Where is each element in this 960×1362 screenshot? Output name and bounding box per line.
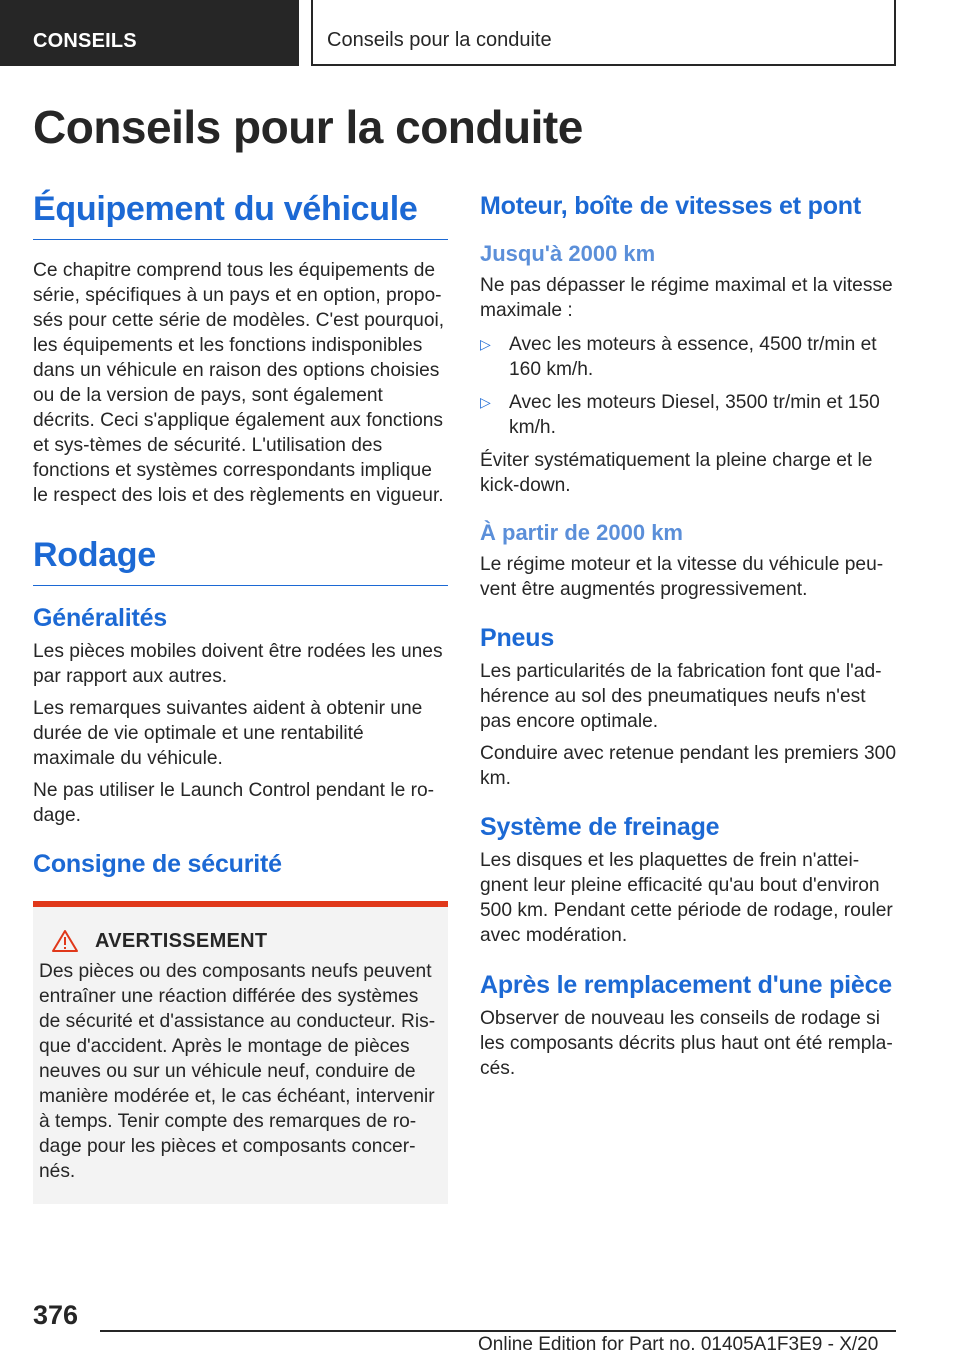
warning-text: Des pièces ou des composants neufs peuvent entraîner une réaction différée des systèmes de sécurité et d'assistance au conducteur. Ris-que d'accident. Après le montage de pièces neuves ou sur un véhicule neuf, conduire de manière modérée et, le cas échéant, intervenir à temps. Tenir compte des remarques de ro-dage pour les pièces et composants concer-nés. bbox=[39, 961, 436, 1182]
jusqua-heading: Jusqu'à 2000 km bbox=[480, 241, 656, 266]
page-number: 376 bbox=[33, 1300, 79, 1330]
section-tab: CONSEILS bbox=[0, 0, 299, 66]
triangle-bullet-icon: ▷ bbox=[480, 394, 491, 410]
speed-limit-list bbox=[480, 332, 900, 440]
page-header bbox=[0, 0, 960, 66]
consigne-heading: Consigne de sécurité bbox=[33, 850, 282, 878]
right-column bbox=[480, 192, 900, 1081]
list-item: ▷ Avec les moteurs à essence, 4500 tr/min et 160 km/h. bbox=[480, 334, 877, 380]
generalites-p3: Ne pas utiliser le Launch Control pendant le ro-dage. bbox=[33, 780, 435, 826]
freinage-text: Les disques et les plaquettes de frein n'attei-gnent leur pleine efficacité qu'au bout d'environ 500 km. Pendant cette période de rodage, rouler avec modération. bbox=[480, 850, 893, 946]
generalites-heading: Généralités bbox=[33, 604, 167, 632]
warning-header bbox=[51, 929, 442, 953]
warning-triangle-icon bbox=[51, 929, 79, 953]
remplacement-text: Observer de nouveau les conseils de rodage si les composants décrits plus haut ont été rempla-cés. bbox=[480, 1008, 893, 1079]
apartir-heading: À partir de 2000 km bbox=[480, 520, 683, 545]
triangle-bullet-icon: ▷ bbox=[480, 336, 491, 352]
equipment-heading: Équipement du véhicule bbox=[33, 190, 448, 240]
generalites-p2: Les remarques suivantes aident à obtenir une durée de vie optimale et une rentabilité maximale du véhicule. bbox=[33, 698, 423, 769]
generalites-p1: Les pièces mobiles doivent être rodées les unes par rapport aux autres. bbox=[33, 641, 443, 687]
edition-note: Online Edition for Part no. 01405A1F3E9 - X/20 bbox=[478, 1334, 879, 1355]
remplacement-heading: Après le remplacement d'une pièce bbox=[480, 971, 893, 999]
pneus-heading: Pneus bbox=[480, 624, 555, 652]
warning-label: AVERTISSEMENT bbox=[95, 929, 268, 952]
equipment-text: Ce chapitre comprend tous les équipements de série, spécifiques à un pays et en option, propo-sés pour cette série de modèles. C'est pourquoi, les équipements et les fonctions indisponibles dans un véhicule en raison des options choisies ou de la version de pays, sont également décrits. Ceci s'applique également aux fonctions et sys-tèmes de sécurité. L'utilisation des fonctions et systèmes correspondants implique le respect des lois et des règlements en vigueur. bbox=[33, 260, 445, 506]
pneus-p1: Les particularités de la fabrication font que l'ad-hérence au sol des pneumatiques neufs n'est pas encore optimale. bbox=[480, 661, 882, 732]
chapter-title: Conseils pour la conduite bbox=[311, 0, 896, 66]
rodage-heading: Rodage bbox=[33, 536, 448, 586]
apartir-text: Le régime moteur et la vitesse du véhicule peu-vent être augmentés progressivement. bbox=[480, 554, 884, 600]
list-item: ▷ Avec les moteurs Diesel, 3500 tr/min et 150 km/h. bbox=[480, 392, 880, 438]
moteur-heading: Moteur, boîte de vitesses et pont bbox=[480, 192, 861, 220]
footer-divider bbox=[100, 1330, 896, 1332]
page-title: Conseils pour la conduite bbox=[33, 101, 583, 153]
freinage-heading: Système de freinage bbox=[480, 813, 720, 841]
jusqua-outro: Éviter systématiquement la pleine charge et le kick-down. bbox=[480, 450, 873, 496]
left-column bbox=[33, 190, 448, 1204]
warning-box bbox=[33, 901, 448, 1204]
pneus-p2: Conduire avec retenue pendant les premiers 300 km. bbox=[480, 743, 896, 789]
jusqua-intro: Ne pas dépasser le régime maximal et la vitesse maximale : bbox=[480, 275, 893, 321]
